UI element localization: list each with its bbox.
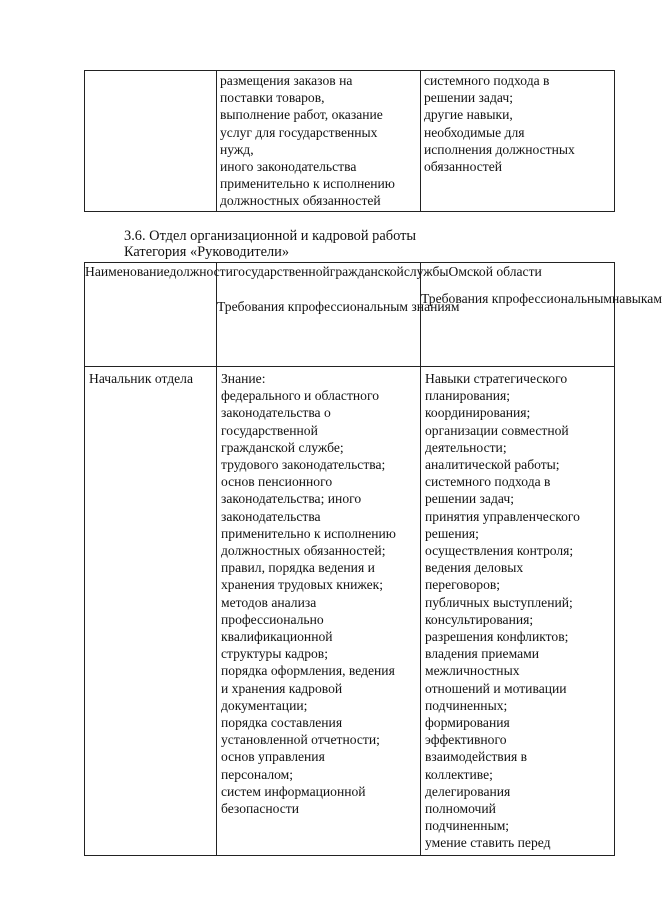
text-line: планирования; xyxy=(425,388,511,404)
text-line: необходимые для xyxy=(424,124,525,140)
text-line: эффективного xyxy=(425,732,507,748)
text-line: гражданской службе; xyxy=(221,439,344,455)
text-line: федерального и областного xyxy=(221,388,379,404)
table-row xyxy=(85,71,615,212)
text-line: профессиональным xyxy=(498,291,613,306)
text-line: хранения трудовых книжек; xyxy=(221,577,384,593)
text-line: профессиональным знаниям xyxy=(294,299,460,314)
text-line: основ пенсионного xyxy=(221,474,333,490)
text-line: Знание: xyxy=(221,371,266,386)
text-line: межличностных xyxy=(425,663,520,679)
text-line: систем информационной xyxy=(221,783,366,799)
requirements-table xyxy=(84,262,662,856)
text-line: службы xyxy=(403,264,449,279)
table-header-row xyxy=(85,263,615,367)
text-line: законодательства xyxy=(221,508,321,524)
text-line: и хранения кадровой xyxy=(221,680,343,696)
text-line: осуществления контроля; xyxy=(425,543,574,559)
text-line: применительно к исполнению xyxy=(221,525,396,541)
text-line: законодательства о xyxy=(221,405,331,421)
text-line: методов анализа xyxy=(221,594,317,610)
text-line: исполнения должностных xyxy=(424,141,575,157)
text-line: навыкам xyxy=(612,291,662,306)
text-line: выполнение работ, оказание xyxy=(220,107,383,123)
text-line: квалификационной xyxy=(221,629,333,645)
text-line: иного законодательства xyxy=(220,159,357,175)
table-row xyxy=(85,367,615,856)
text-line: организации совместной xyxy=(425,422,569,438)
text-line: обязанностей xyxy=(424,159,502,175)
text-line: умение ставить перед xyxy=(425,835,551,851)
text-line: Омской области xyxy=(448,264,542,279)
text-line: применительно к исполнению xyxy=(220,176,395,192)
text-line: координирования; xyxy=(425,405,531,421)
skills-text xyxy=(421,71,614,175)
text-line: должностных обязанностей; xyxy=(221,543,386,559)
section-title: 3.6. Отдел организационной и кадровой работы xyxy=(124,228,417,244)
text-line: решении задач; xyxy=(424,90,513,106)
position-cell xyxy=(85,71,217,212)
knowledge-text xyxy=(217,71,420,210)
text-line: деятельности; xyxy=(425,439,507,455)
text-line: аналитической работы; xyxy=(425,457,560,473)
text-line: профессионально xyxy=(221,611,324,627)
continued-requirements-table xyxy=(84,70,615,212)
text-line: разрешения конфликтов; xyxy=(425,629,569,645)
text-line: решения; xyxy=(425,525,479,541)
position-cell xyxy=(85,367,217,856)
text-line: должностных обязанностей xyxy=(220,193,381,209)
text-line: решении задач; xyxy=(425,491,514,507)
text-line: коллективе; xyxy=(425,766,493,782)
text-line: публичных выступлений; xyxy=(425,594,573,610)
text-line: владения приемами xyxy=(425,646,540,662)
text-line: подчиненным; xyxy=(425,818,510,834)
knowledge-cell xyxy=(217,367,421,856)
knowledge-text xyxy=(217,367,420,817)
text-line: структуры кадров; xyxy=(221,646,329,662)
text-line: полномочий xyxy=(425,801,496,817)
text-line: другие навыки, xyxy=(424,107,513,123)
text-line: Требования к xyxy=(217,299,295,314)
skills-cell xyxy=(421,367,615,856)
text-line: персоналом; xyxy=(221,766,294,782)
text-line: должности xyxy=(169,264,233,279)
text-line: безопасности xyxy=(221,801,300,817)
text-line: формирования xyxy=(425,715,510,731)
section-category: Категория «Руководители» xyxy=(124,244,290,260)
text-line: порядка оформления, ведения xyxy=(221,663,395,679)
position-name: Начальник отдела xyxy=(89,371,193,386)
text-line: установленной отчетности; xyxy=(221,732,380,748)
header-position-text xyxy=(85,263,542,281)
text-line: принятия управленческого xyxy=(425,508,580,524)
text-line: Требования к xyxy=(421,291,499,306)
text-line: трудового законодательства; xyxy=(221,457,386,473)
skills-text xyxy=(421,367,614,852)
text-line: Наименование xyxy=(85,264,170,279)
text-line: законодательства; иного xyxy=(221,491,362,507)
text-line: гражданской xyxy=(329,264,404,279)
text-line: основ управления xyxy=(221,749,325,765)
text-line: переговоров; xyxy=(425,577,501,593)
text-line: системного подхода в xyxy=(424,73,550,88)
text-line: консультирования; xyxy=(425,611,534,627)
knowledge-cell xyxy=(217,71,421,212)
text-line: услуг для государственных xyxy=(220,124,378,140)
text-line: ведения деловых xyxy=(425,560,524,576)
text-line: государственной xyxy=(221,422,318,438)
skills-cell xyxy=(421,71,615,212)
text-line: правил, порядка ведения и xyxy=(221,560,375,576)
text-line: нужд, xyxy=(220,141,254,157)
text-line: размещения заказов на xyxy=(220,73,353,88)
text-line: поставки товаров, xyxy=(220,90,325,106)
text-line: отношений и мотивации xyxy=(425,680,567,696)
text-line: документации; xyxy=(221,697,308,713)
text-line: Навыки стратегического xyxy=(425,371,568,386)
text-line: системного подхода в xyxy=(425,474,551,490)
text-line: порядка составления xyxy=(221,715,343,731)
text-line: государственной xyxy=(232,264,330,279)
text-line: взаимодействия в xyxy=(425,749,528,765)
text-line: подчиненных; xyxy=(425,697,508,713)
text-line: делегирования xyxy=(425,783,511,799)
